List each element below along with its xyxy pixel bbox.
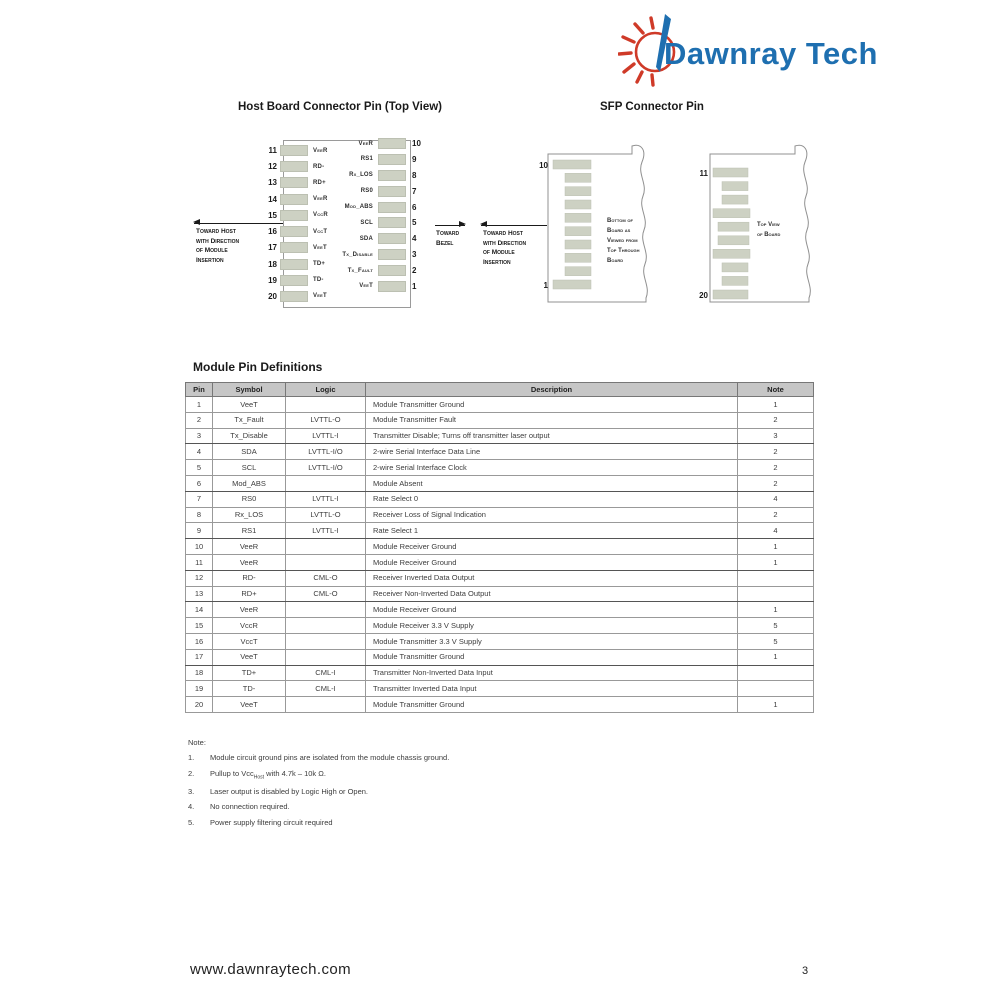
host-pin-row	[318, 155, 428, 164]
brand-logo	[618, 12, 878, 88]
pin-number: 5	[412, 218, 417, 228]
cell-logic	[286, 397, 366, 413]
connector-pad	[378, 281, 406, 292]
cell-symbol: RD+	[213, 586, 286, 602]
cell-logic	[286, 697, 366, 713]
cell-note: 5	[738, 618, 814, 634]
pin-label: Tx_Fault	[347, 267, 373, 274]
connector-pad	[280, 145, 308, 156]
cell-description: Module Receiver Ground	[366, 554, 738, 570]
pin-number: 7	[412, 186, 417, 196]
pin-definitions-table	[185, 382, 814, 713]
pin-number: 12	[268, 162, 277, 172]
cell-description: Module Receiver Ground	[366, 602, 738, 618]
pin-label: RS0	[360, 188, 373, 195]
table-row	[186, 602, 814, 618]
cell-logic: CML-I	[286, 681, 366, 697]
cell-symbol: SCL	[213, 460, 286, 476]
table-row	[186, 570, 814, 586]
cell-logic	[286, 618, 366, 634]
cell-description: Module Transmitter Ground	[366, 397, 738, 413]
pin-label: TD-	[313, 277, 324, 284]
cell-description: Module Receiver Ground	[366, 539, 738, 555]
cell-note: 2	[738, 412, 814, 428]
cell-description: Rate Select 0	[366, 491, 738, 507]
pin-number: 16	[268, 227, 277, 237]
cell-description: Receiver Loss of Signal Indication	[366, 507, 738, 523]
toward-host-arrow	[194, 223, 283, 224]
cell-pin: 4	[186, 444, 213, 460]
pin-label: RD-	[313, 163, 325, 170]
table-row	[186, 428, 814, 444]
cell-note: 1	[738, 539, 814, 555]
pin-label: RS1	[360, 156, 373, 163]
pin-label: VeeR	[313, 147, 328, 154]
svg-text:Board: Board	[607, 258, 624, 264]
cell-symbol: VccR	[213, 618, 286, 634]
cell-note: 4	[738, 523, 814, 539]
table-row	[186, 507, 814, 523]
table-row	[186, 412, 814, 428]
cell-pin: 13	[186, 586, 213, 602]
cell-symbol: TD+	[213, 665, 286, 681]
host-pin-row	[318, 187, 428, 196]
cell-pin: 15	[186, 618, 213, 634]
pin-number: 3	[412, 250, 417, 260]
connector-pad	[378, 154, 406, 165]
pin-label: VccT	[313, 228, 328, 235]
table-row	[186, 475, 814, 491]
pin-label: TD+	[313, 261, 326, 268]
cell-note: 5	[738, 633, 814, 649]
host-pin-row	[318, 203, 428, 212]
pin-number: 8	[412, 170, 417, 180]
host-pin-row	[318, 171, 428, 180]
host-pin-row	[318, 139, 428, 148]
connector-pad	[378, 233, 406, 244]
host-pin-row	[318, 234, 428, 243]
note-item: 1. Module circuit ground pins are isolated from the module chassis ground.	[188, 753, 450, 762]
cell-description: Receiver Inverted Data Output	[366, 570, 738, 586]
cell-pin: 11	[186, 554, 213, 570]
sfp-top-view-board	[685, 140, 835, 312]
table-row	[186, 491, 814, 507]
cell-symbol: VeeR	[213, 602, 286, 618]
pin-number: 4	[412, 234, 417, 244]
cell-note: 2	[738, 460, 814, 476]
cell-symbol: VeeT	[213, 649, 286, 665]
sfp-toward-host-label: Toward Host with Direction of Module Insertion	[483, 230, 527, 266]
pin-label: VeeR	[313, 196, 328, 203]
pin-number: 11	[699, 169, 708, 178]
cell-note: 1	[738, 397, 814, 413]
table-row	[186, 444, 814, 460]
svg-text:Top View: Top View	[757, 222, 780, 228]
cell-logic	[286, 475, 366, 491]
pin-number: 18	[268, 259, 277, 269]
table-row	[186, 523, 814, 539]
pin-number: 10	[539, 161, 548, 170]
pin-label: Mod_ABS	[344, 204, 373, 210]
notes-section	[188, 738, 748, 833]
host-pin-row	[318, 282, 428, 291]
cell-note: 1	[738, 649, 814, 665]
cell-note: 1	[738, 602, 814, 618]
header-symbol: Symbol	[213, 383, 286, 397]
pin-label: VccR	[313, 212, 328, 219]
cell-pin: 10	[186, 539, 213, 555]
note-item: 3. Laser output is disabled by Logic High or Open.	[188, 786, 369, 796]
cell-pin: 6	[186, 475, 213, 491]
connector-pad	[280, 194, 308, 205]
cell-description: Transmitter Inverted Data Input	[366, 681, 738, 697]
toward-bezel-arrow	[435, 225, 465, 226]
connector-pad	[378, 170, 406, 181]
cell-pin: 9	[186, 523, 213, 539]
table-row	[186, 397, 814, 413]
table-row	[186, 681, 814, 697]
connector-pad	[280, 259, 308, 270]
cell-pin: 8	[186, 507, 213, 523]
cell-description: Module Receiver 3.3 V Supply	[366, 618, 738, 634]
pin-label: SDA	[359, 235, 373, 242]
cell-symbol: VeeT	[213, 697, 286, 713]
cell-note	[738, 665, 814, 681]
pin-number: 9	[412, 154, 417, 164]
cell-note: 2	[738, 475, 814, 491]
cell-pin: 1	[186, 397, 213, 413]
connector-pad	[378, 249, 406, 260]
pin-number: 20	[699, 291, 708, 300]
cell-symbol: Tx_Fault	[213, 412, 286, 428]
cell-logic: CML-O	[286, 586, 366, 602]
cell-symbol: VccT	[213, 633, 286, 649]
cell-logic	[286, 554, 366, 570]
cell-symbol: TD-	[213, 681, 286, 697]
cell-description: Transmitter Non-Inverted Data Input	[366, 665, 738, 681]
cell-logic: LVTTL-I	[286, 491, 366, 507]
cell-logic	[286, 602, 366, 618]
cell-symbol: RS0	[213, 491, 286, 507]
cell-logic: LVTTL-I/O	[286, 444, 366, 460]
pin-label: Rx_LOS	[349, 172, 373, 179]
connector-pad	[280, 177, 308, 188]
pin-number: 19	[268, 275, 277, 285]
connector-pad	[280, 210, 308, 221]
sfp-bottom-view-board	[535, 140, 685, 312]
note-item: 4. No connection required.	[188, 802, 290, 812]
cell-pin: 2	[186, 412, 213, 428]
cell-note: 1	[738, 554, 814, 570]
cell-logic: LVTTL-I/O	[286, 460, 366, 476]
cell-logic: CML-I	[286, 665, 366, 681]
header-logic: Logic	[286, 383, 366, 397]
cell-symbol: VeeR	[213, 554, 286, 570]
header-pin: Pin	[186, 383, 213, 397]
cell-pin: 17	[186, 649, 213, 665]
pin-number: 10	[412, 139, 421, 148]
cell-symbol: VeeT	[213, 397, 286, 413]
note-item: 2. Pullup to Vcc$_{Host}$ with 4.7k – 10k Ω.	[188, 768, 326, 781]
pin-number: 11	[268, 146, 277, 155]
cell-description: Module Transmitter 3.3 V Supply	[366, 633, 738, 649]
cell-pin: 18	[186, 665, 213, 681]
pin-label: VeeT	[313, 293, 327, 300]
cell-note	[738, 681, 814, 697]
table-row	[186, 586, 814, 602]
connector-pad	[378, 186, 406, 197]
pin-number: 1	[412, 281, 417, 291]
footer-website: www.dawnraytech.com	[190, 961, 351, 978]
cell-description: Rate Select 1	[366, 523, 738, 539]
pin-number: 17	[268, 243, 277, 253]
pin-label: RD+	[313, 179, 326, 186]
host-pin-row	[318, 266, 428, 275]
cell-logic: LVTTL-I	[286, 428, 366, 444]
cell-description: 2-wire Serial Interface Clock	[366, 460, 738, 476]
connector-pad	[280, 161, 308, 172]
svg-text:of Board: of Board	[757, 232, 781, 238]
cell-note: 2	[738, 444, 814, 460]
cell-description: Transmitter Disable; Turns off transmitter laser output	[366, 428, 738, 444]
connector-pad	[378, 265, 406, 276]
cell-logic	[286, 539, 366, 555]
cell-symbol: SDA	[213, 444, 286, 460]
cell-logic: LVTTL-I	[286, 523, 366, 539]
cell-note: 3	[738, 428, 814, 444]
table-row	[186, 618, 814, 634]
connector-pad	[280, 275, 308, 286]
svg-text:Board as: Board as	[607, 228, 631, 234]
cell-note: 2	[738, 507, 814, 523]
pin-label: VeeR	[358, 140, 373, 147]
svg-text:Top Through: Top Through	[607, 248, 640, 254]
cell-symbol: Mod_ABS	[213, 475, 286, 491]
toward-bezel-label: Toward Bezel	[436, 230, 460, 247]
pin-number: 14	[268, 194, 277, 204]
cell-description: Module Transmitter Ground	[366, 697, 738, 713]
pin-number: 1	[543, 281, 548, 290]
cell-symbol: VeeR	[213, 539, 286, 555]
table-row	[186, 649, 814, 665]
cell-logic	[286, 633, 366, 649]
notes-label: Note:	[188, 738, 206, 747]
toward-host-label: Toward Host with Direction of Module Insertion	[196, 228, 240, 264]
host-right-pin-column	[318, 139, 428, 291]
host-connector-title: Host Board Connector Pin (Top View)	[237, 101, 443, 113]
cell-note	[738, 570, 814, 586]
connector-pad	[378, 217, 406, 228]
table-row	[186, 554, 814, 570]
cell-pin: 5	[186, 460, 213, 476]
cell-symbol: RD-	[213, 570, 286, 586]
host-pin-row	[318, 218, 428, 227]
pin-number: 15	[268, 210, 277, 220]
host-pin-row	[318, 250, 428, 259]
connector-pad	[280, 242, 308, 253]
svg-text:Viewed from: Viewed from	[607, 238, 638, 244]
table-row	[186, 460, 814, 476]
cell-description: Module Absent	[366, 475, 738, 491]
connector-pad	[280, 226, 308, 237]
cell-description: Module Transmitter Fault	[366, 412, 738, 428]
table-header-row	[186, 383, 814, 397]
cell-description: Module Transmitter Ground	[366, 649, 738, 665]
table-row	[186, 697, 814, 713]
page-number: 3	[802, 965, 809, 977]
cell-description: 2-wire Serial Interface Data Line	[366, 444, 738, 460]
svg-text:Bottom of: Bottom of	[607, 218, 633, 224]
cell-note: 1	[738, 697, 814, 713]
cell-logic: LVTTL-O	[286, 412, 366, 428]
cell-description: Receiver Non-Inverted Data Output	[366, 586, 738, 602]
cell-pin: 12	[186, 570, 213, 586]
cell-note	[738, 586, 814, 602]
pin-number: 6	[412, 202, 417, 212]
pin-number: 13	[268, 178, 277, 188]
cell-note: 4	[738, 491, 814, 507]
header-note: Note	[738, 383, 814, 397]
connector-pad	[280, 291, 308, 302]
cell-pin: 14	[186, 602, 213, 618]
pin-label: SCL	[360, 219, 373, 226]
table-title: Module Pin Definitions	[193, 360, 323, 374]
pin-label: Tx_Disable	[342, 251, 373, 258]
cell-logic: LVTTL-O	[286, 507, 366, 523]
brand-name: Dawnray Tech	[664, 36, 878, 71]
connector-pad	[378, 138, 406, 149]
cell-symbol: RS1	[213, 523, 286, 539]
cell-symbol: Tx_Disable	[213, 428, 286, 444]
header-description: Description	[366, 383, 738, 397]
table-row	[186, 539, 814, 555]
cell-pin: 7	[186, 491, 213, 507]
cell-pin: 20	[186, 697, 213, 713]
pin-number: 20	[268, 291, 277, 301]
table-row	[186, 665, 814, 681]
cell-logic	[286, 649, 366, 665]
pin-number: 2	[412, 266, 417, 275]
note-item: 5. Power supply filtering circuit required	[188, 817, 333, 827]
cell-symbol: Rx_LOS	[213, 507, 286, 523]
host-pin-row	[255, 292, 371, 301]
cell-logic: CML-O	[286, 570, 366, 586]
cell-pin: 16	[186, 633, 213, 649]
cell-pin: 19	[186, 681, 213, 697]
sfp-connector-title: SFP Connector Pin	[600, 101, 704, 113]
connector-pad	[378, 202, 406, 213]
table-row	[186, 633, 814, 649]
cell-pin: 3	[186, 428, 213, 444]
pin-label: VeeT	[313, 244, 327, 251]
pin-label: VeeT	[359, 283, 373, 290]
